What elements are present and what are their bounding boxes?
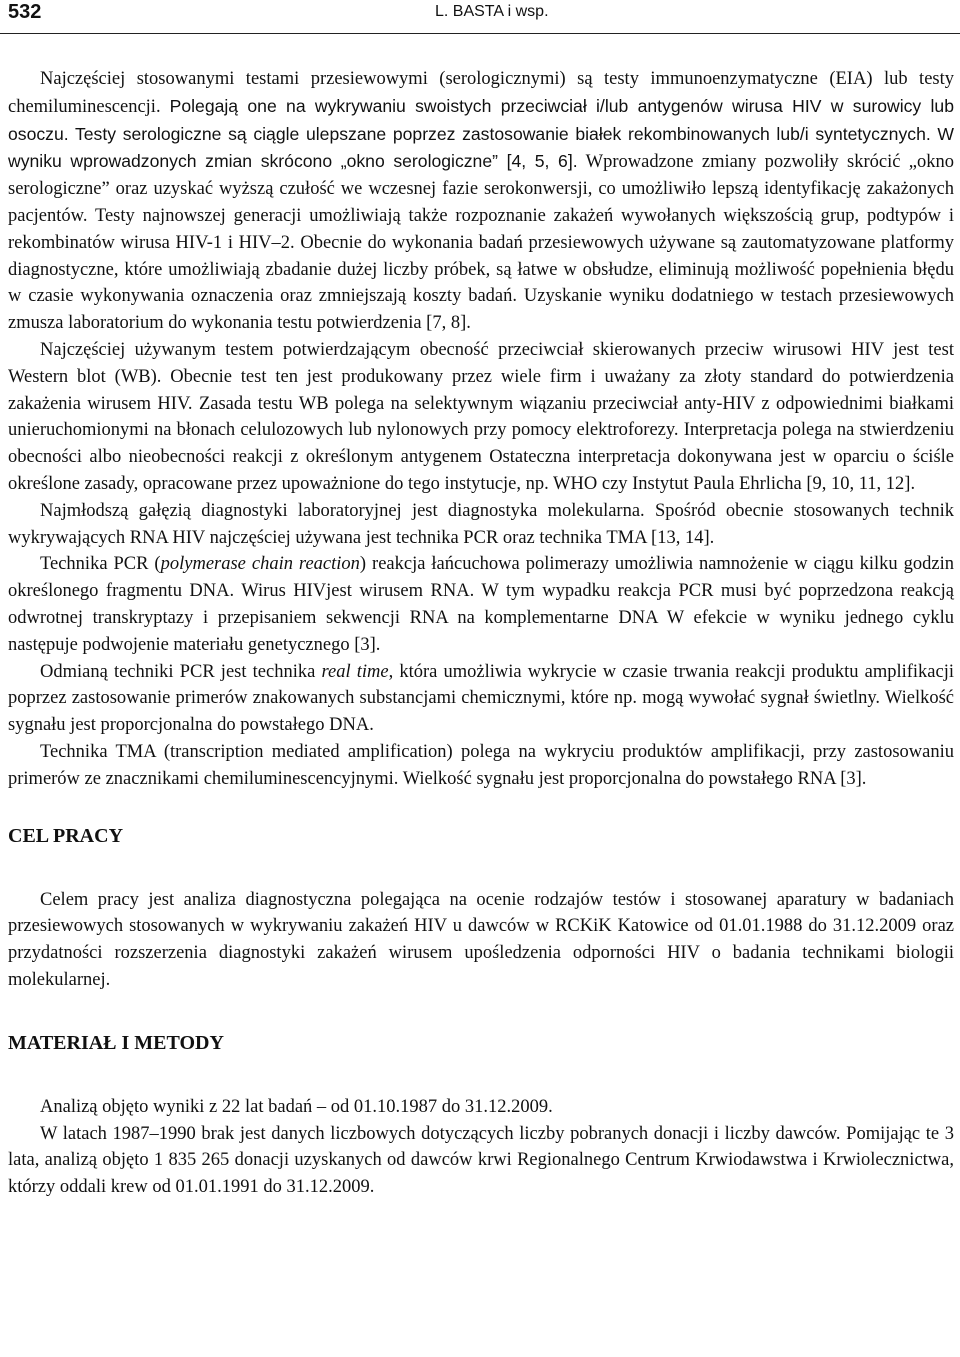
- section-heading-aim: CEL PRACY: [8, 824, 124, 847]
- paragraph-real-time-part2: , która umożliwia wykrycie w czasie trwania reakcji produktu amplifikacji poprzez zastosowanie primerów znakowanych substancjami chemicznymi, które np. mogą wywołać sygnał świetlny. Wielkość sygnału jest proporcjonalna do powstałego DNA.: [8, 661, 955, 736]
- paragraph-western-blot: Najczęściej używanym testem potwierdzającym obecność przeciwciał skierowanych przeciw wirusowi HIV jest test Western blot (WB). Obecnie test ten jest produkowany przez wiele firm i uważany za złoty standard do potwierdzenia zakażenia wirusem HIV. Zasada testu WB polega na selektywnym wiązaniu przeciwciał anty-HIV z odpowiednimi białkami unieruchomionymi na błonach celulozowych lub nylonowych przy pomocy elektroforezy. Interpretacja polega na stwierdzeniu obecności albo nieobecności reakcji z określonym antygenem Ostateczna interpretacja dokonywana jest w oparciu o ściśle określone zasady, opracowane przez upoważnione do tego instytucje, np. WHO czy Instytut Paula Ehrlicha [9, 10, 11, 12].: [8, 339, 954, 494]
- paragraph-serology-part1: Najczęściej stosowanymi testami przesiewowymi (serologicznymi) są testy immunoenzymatyczne (EIA) lub testy chemiluminescencji.: [8, 69, 954, 117]
- paragraph-molecular: Najmłodszą gałęzią diagnostyki laboratoryjnej jest diagnostyka molekularna. Spośród obecnie stosowanych technik wykrywających RNA HIV najczęściej używana jest technika PCR oraz technika TMA [13, 14].: [8, 500, 954, 548]
- paragraph-serology: [8, 66, 954, 337]
- paragraph-real-time-italic: real time: [321, 661, 389, 682]
- paragraph-tma: Technika TMA (transcription mediated amplification) polega na wykryciu produktów amplifikacji, przy zastosowaniu primerów ze znacznikami chemiluminescencyjnymi. Wielkość sygnału jest proporcjonalna do powstałego RNA [3].: [8, 741, 954, 789]
- paragraph-pcr-part2: ) reakcja łańcuchowa polimerazy umożliwia namnożenie w ciągu kilku godzin określonego fragmentu DNA. Wirus HIVjest wirusem RNA. W tym wypadku reakcja PCR musi być poprzedzona reakcją odwrotnej transkryptazy i przepisaniem sekwencji RNA na komplementarne DNA W efekcie w wyniku jednego cyklu następuje podwojenie materiału genetycznego [3].: [8, 554, 954, 655]
- paragraph-pcr-part1: Technika PCR (: [40, 554, 161, 575]
- article-body: [8, 66, 954, 1201]
- page-number: 532: [8, 1, 42, 23]
- paragraph-pcr: [8, 551, 954, 658]
- paragraph-serology-part2: Polegają one na wykrywaniu swoistych przeciwciał i/lub antygenów wirusa HIV w surowicy lub osoczu. Testy serologiczne są ciągle ulepszane poprzez zastosowanie białek rekombinowanych lub/i syntetycznych. W wyniku wprowadzonych zmian skrócono „okno serologiczne” [4, 5, 6].: [8, 95, 954, 172]
- paragraph-methods-data: W latach 1987–1990 brak jest danych liczbowych dotyczących liczby pobranych donacji i liczby dawców. Pomijając te 3 lata, analizą objęto 1 835 265 donacji uzyskanych od dawców krwi Regionalnego Centrum Krwiodawstwa i Krwiolecznictwa, którzy oddali krew od 01.01.1991 do 31.12.2009.: [8, 1123, 954, 1198]
- paragraph-serology-part3: Wprowadzone zmiany pozwoliły skrócić „okno serologiczne” oraz uzyskać wyższą czułość we wczesnej fazie serokonwersji, co umożliwiło lepszą identyfikację zakażonych pacjentów. Testy najnowszej generacji umożliwiają także rozpoznanie zakażeń wywołanych większością grup, podtypów i rekombinatów wirusa HIV-1 i HIV–2. Obecnie do wykonania badań przesiewowych używane są zautomatyzowane platformy diagnostyczne, które umożliwiają zbadanie dużej liczby próbek, są łatwe w obsłudze, eliminują możliwość popełnienia błędu w czasie wykonywania oznaczenia oraz zmniejszają koszty badań. Uzyskanie wyniku dodatniego w testach przesiewowych zmusza laboratorium do wykonania testu potwierdzenia [7, 8].: [8, 152, 954, 334]
- page-header: [0, 0, 960, 34]
- section-heading-methods: MATERIAŁ I METODY: [8, 1031, 224, 1054]
- paragraph-aim: Celem pracy jest analiza diagnostyczna polegająca na ocenie rodzajów testów i stosowanej aparatury w badaniach przesiewowych stosowanych w wykrywaniu zakażeń HIV u dawców w RCKiK Katowice od 01.01.1988 do 31.12.2009 oraz przydatności rozszerzenia diagnostyki zakażeń wirusem upośledzenia odporności HIV o badania technikami biologii molekularnej.: [8, 889, 954, 990]
- paragraph-pcr-italic: polymerase chain reaction: [160, 554, 360, 575]
- paragraph-real-time-part1: Odmianą techniki PCR jest technika: [40, 661, 322, 682]
- running-head: L. BASTA i wsp.: [435, 3, 549, 20]
- paragraph-methods-scope: Analizą objęto wyniki z 22 lat badań – od 01.10.1987 do 31.12.2009.: [40, 1096, 553, 1117]
- paragraph-real-time: [8, 659, 954, 739]
